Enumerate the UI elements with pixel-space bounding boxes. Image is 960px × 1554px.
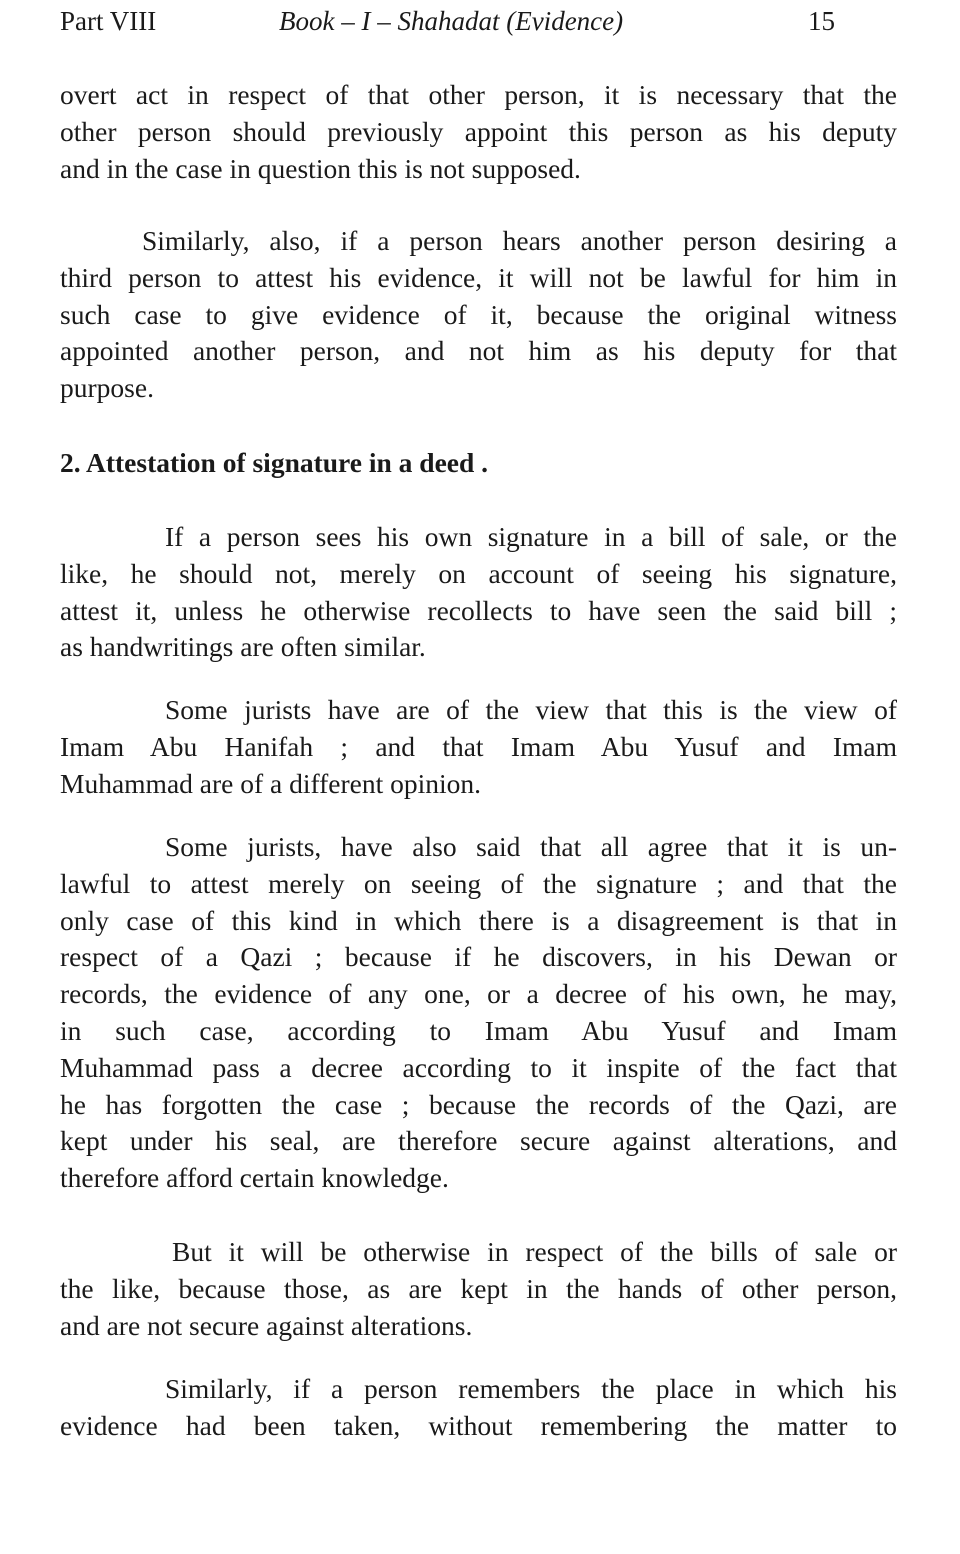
section-heading: 2. Attestation of signature in a deed . bbox=[60, 447, 489, 478]
text-line: in such case, according to Imam Abu Yusuf and Imam bbox=[60, 1014, 897, 1046]
text-line: But it will be otherwise in respect of the bills of sale or bbox=[172, 1236, 897, 1267]
text-line: only case of this kind in which there is a disagreement is that in bbox=[60, 904, 897, 936]
text-line: purpose. bbox=[60, 372, 154, 404]
paragraph bbox=[60, 77, 897, 187]
text-line: If a person sees his own signature in a bill of sale, or the bbox=[165, 521, 897, 552]
text-line: therefore afford certain knowledge. bbox=[60, 1162, 449, 1194]
header-part: Part VIII bbox=[60, 6, 157, 36]
text-line: other person should previously appoint this person as his deputy bbox=[60, 115, 897, 147]
text-line: appointed another person, and not him as his deputy for that bbox=[60, 335, 897, 367]
paragraph bbox=[60, 692, 897, 802]
text-line: overt act in respect of that other person, it is necessary that the bbox=[60, 79, 897, 110]
text-line: Muhammad pass a decree according to it inspite of the fact that bbox=[60, 1051, 897, 1083]
page-number: 15 bbox=[808, 6, 835, 36]
paragraph bbox=[60, 829, 897, 1197]
text-line: Similarly, if a person remembers the place in which his bbox=[165, 1373, 897, 1404]
header-title: Book – I – Shahadat (Evidence) bbox=[279, 6, 624, 36]
text-line: he has forgotten the case ; because the records of the Qazi, are bbox=[60, 1088, 897, 1120]
text-line: respect of a Qazi ; because if he discovers, in his Dewan or bbox=[60, 941, 897, 973]
text-line: Muhammad are of a different opinion. bbox=[60, 767, 482, 799]
text-line: Some jurists, have also said that all agree that it is un- bbox=[165, 831, 897, 862]
text-line: kept under his seal, are therefore secure against alterations, and bbox=[60, 1125, 897, 1157]
text-line: Imam Abu Hanifah ; and that Imam Abu Yusuf and Imam bbox=[60, 730, 897, 762]
text-line: Similarly, also, if a person hears another person desiring a bbox=[142, 225, 897, 256]
text-line: Some jurists have are of the view that this is the view of bbox=[165, 694, 897, 725]
text-line: the like, because those, as are kept in the hands of other person, bbox=[60, 1272, 897, 1304]
text-line: lawful to attest merely on seeing of the signature ; and that the bbox=[60, 867, 897, 899]
text-line: third person to attest his evidence, it will not be lawful for him in bbox=[60, 261, 897, 293]
paragraph bbox=[60, 223, 897, 407]
text-line: and in the case in question this is not supposed. bbox=[60, 152, 581, 184]
text-line: such case to give evidence of it, because the original witness bbox=[60, 298, 897, 330]
paragraph bbox=[60, 519, 897, 666]
text-line: as handwritings are often similar. bbox=[60, 631, 426, 663]
paragraph bbox=[60, 1371, 897, 1445]
text-line: evidence had been taken, without remembering the matter to bbox=[60, 1409, 897, 1441]
text-line: and are not secure against alterations. bbox=[60, 1309, 473, 1341]
text-line: like, he should not, merely on account of seeing his signature, bbox=[60, 557, 897, 589]
paragraph bbox=[60, 1234, 897, 1344]
text-line: attest it, unless he otherwise recollects to have seen the said bill ; bbox=[60, 594, 897, 626]
text-line: records, the evidence of any one, or a decree of his own, he may, bbox=[60, 978, 897, 1010]
